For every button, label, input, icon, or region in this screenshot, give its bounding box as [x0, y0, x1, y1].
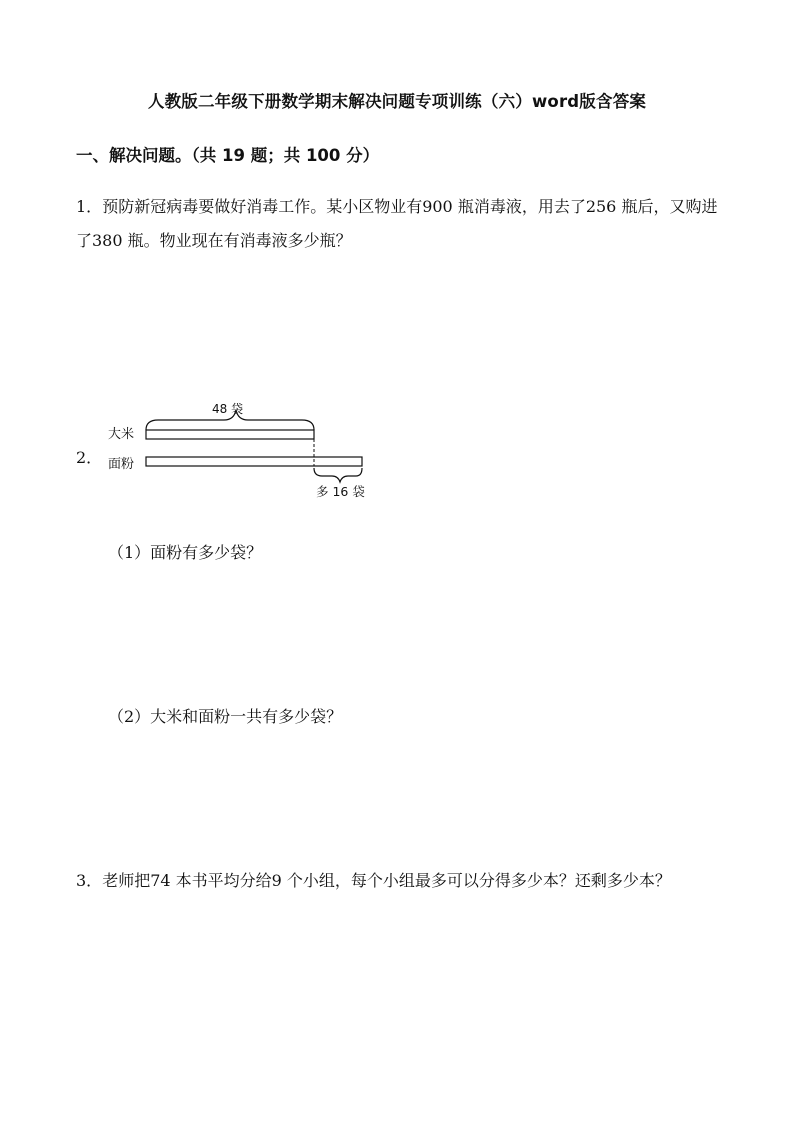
rice-bar	[146, 430, 314, 439]
question-3-number: 3．	[76, 871, 103, 890]
question-1-text: 预防新冠病毒要做好消毒工作。某小区物业有900 瓶消毒液，用去了256 瓶后，又购进了380 瓶。物业现在有消毒液多少瓶？	[76, 197, 718, 250]
question-1	[76, 190, 726, 258]
difference-label: 多 16 袋	[316, 484, 365, 499]
section-heading: 一、解决问题。（共 19 题；共 100 分）	[76, 146, 380, 165]
flour-label: 面粉	[108, 457, 135, 472]
question-2-bar-diagram	[100, 396, 380, 504]
question-2-sub-1: （1）面粉有多少袋？	[108, 543, 263, 562]
question-3-text: 老师把74 本书平均分给9 个小组，每个小组最多可以分得多少本？还剩多少本？	[102, 871, 671, 890]
question-3	[76, 864, 726, 898]
difference-brace	[314, 468, 362, 482]
page-title: 人教版二年级下册数学期末解决问题专项训练（六）word版含答案	[147, 92, 647, 111]
rice-label: 大米	[108, 427, 135, 442]
question-1-number: 1．	[76, 197, 103, 216]
rice-amount-label: 48 袋	[212, 402, 244, 416]
flour-bar	[146, 457, 362, 466]
question-2-number: 2．	[76, 448, 103, 467]
question-2-sub-2: （2）大米和面粉一共有多少袋？	[108, 707, 343, 726]
